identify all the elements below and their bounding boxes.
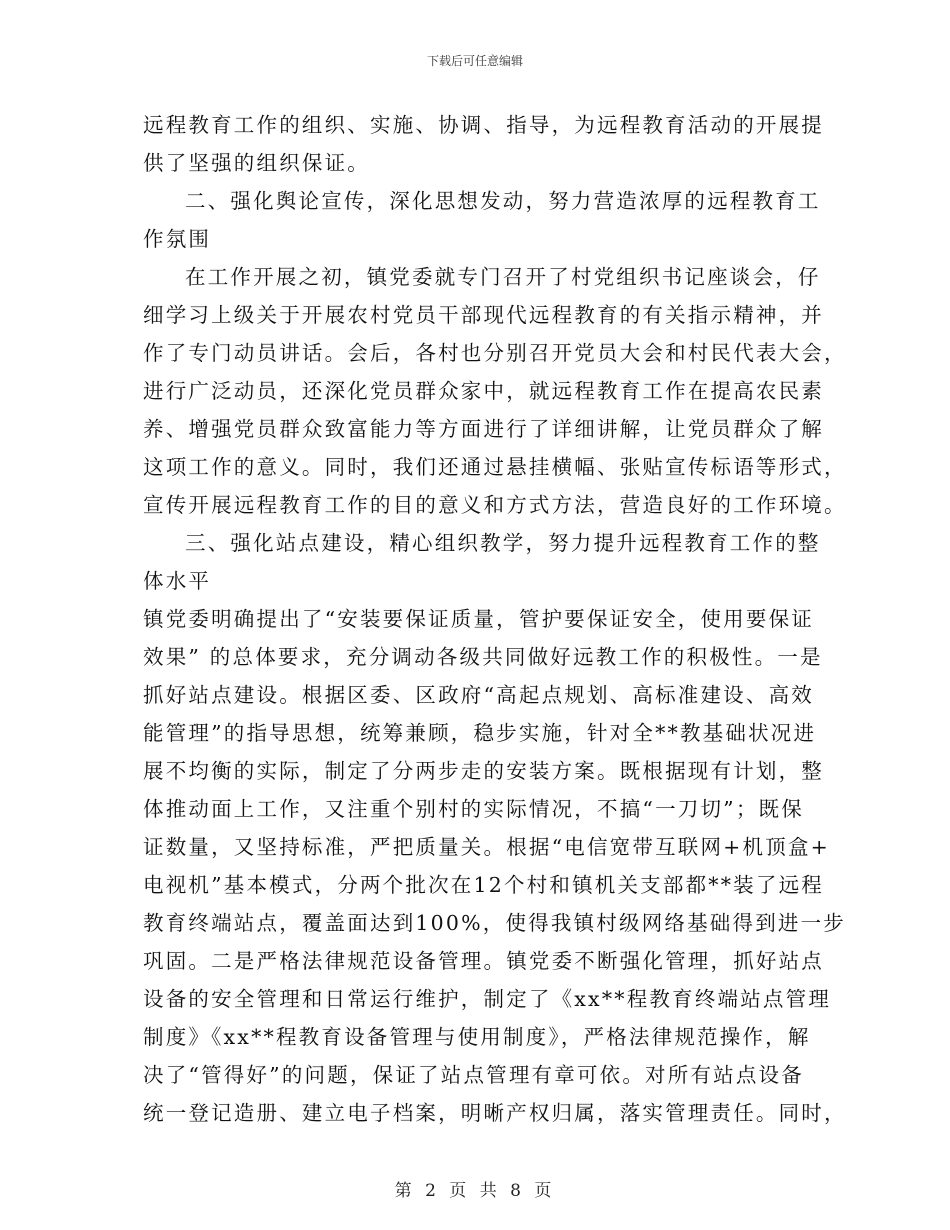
text-line: 展不均衡的实际，制定了分两步走的安装方案。既根据现有计划，整 (143, 759, 824, 783)
section-heading-continued: 作氛围 (143, 227, 212, 251)
section-heading: 二、强化舆论宣传，深化思想发动，努力营造浓厚的远程教育工 (185, 189, 821, 213)
text-line: 抓好站点建设。根据区委、区政府“高起点规划、高标准建设、高效 (143, 683, 814, 707)
text-line: 能管理”的指导思想，统筹兼顾，稳步实施，针对全**教基础状况进 (143, 721, 817, 745)
text-line: 统一登记造册、建立电子档案，明晰产权归属，落实管理责任。同时， (143, 1101, 847, 1125)
page-header-note: 下载后可任意编辑 (426, 54, 523, 68)
text-line: 设备的安全管理和日常运行维护，制定了《xx**程教育终端站点管理 (143, 987, 832, 1011)
document-body (143, 106, 847, 1132)
text-line: 教育终端站点，覆盖面达到100%，使得我镇村级网络基础得到进一步 (143, 911, 847, 935)
text-line: 巩固。二是严格法律规范设备管理。镇党委不断强化管理，抓好站点 (143, 949, 824, 973)
text-line: 效果” 的总体要求，充分调动各级共同做好远教工作的积极性。一是 (143, 645, 823, 669)
section-heading-continued: 体水平 (143, 569, 212, 593)
text-line: 养、增强党员群众致富能力等方面进行了详细讲解，让党员群众了解 (143, 417, 824, 441)
text-line: 体推动面上工作，又注重个别村的实际情况，不搞“一刀切”；既保 (143, 797, 804, 821)
text-line: 细学习上级关于开展农村党员干部现代远程教育的有关指示精神，并 (143, 303, 824, 327)
text-line: 宣传开展远程教育工作的目的意义和方式方法，营造良好的工作环境。 (143, 493, 847, 517)
page-number: 第 2 页 共 8 页 (394, 1181, 556, 1201)
text-line: 镇党委明确提出了“安装要保证质量，管护要保证安全，使用要保证 (143, 607, 814, 631)
text-line: 电视机”基本模式，分两个批次在12个村和镇机关支部都**装了远程 (143, 873, 824, 897)
text-line: 证数量，又坚持标准，严把质量关。根据“电信宽带互联网+机顶盒+ (143, 835, 831, 859)
text-line: 远程教育工作的组织、实施、协调、指导，为远程教育活动的开展提 (143, 113, 824, 137)
text-line: 决了“管得好”的问题，保证了站点管理有章可依。对所有站点设备 (143, 1063, 804, 1087)
text-line: 在工作开展之初，镇党委就专门召开了村党组织书记座谈会，仔 (185, 265, 821, 289)
section-heading: 三、强化站点建设，精心组织教学，努力提升远程教育工作的整 (185, 531, 821, 555)
text-line: 这项工作的意义。同时，我们还通过悬挂横幅、张贴宣传标语等形式， (143, 455, 847, 479)
text-line: 制度》《xx**程教育设备管理与使用制度》，严格法律规范操作，解 (143, 1025, 811, 1049)
text-line: 进行广泛动员，还深化党员群众家中，就远程教育工作在提高农民素 (143, 379, 824, 403)
text-line: 供了坚强的组织保证。 (143, 151, 370, 175)
text-line: 作了专门动员讲话。会后，各村也分别召开党员大会和村民代表大会， (143, 341, 847, 365)
